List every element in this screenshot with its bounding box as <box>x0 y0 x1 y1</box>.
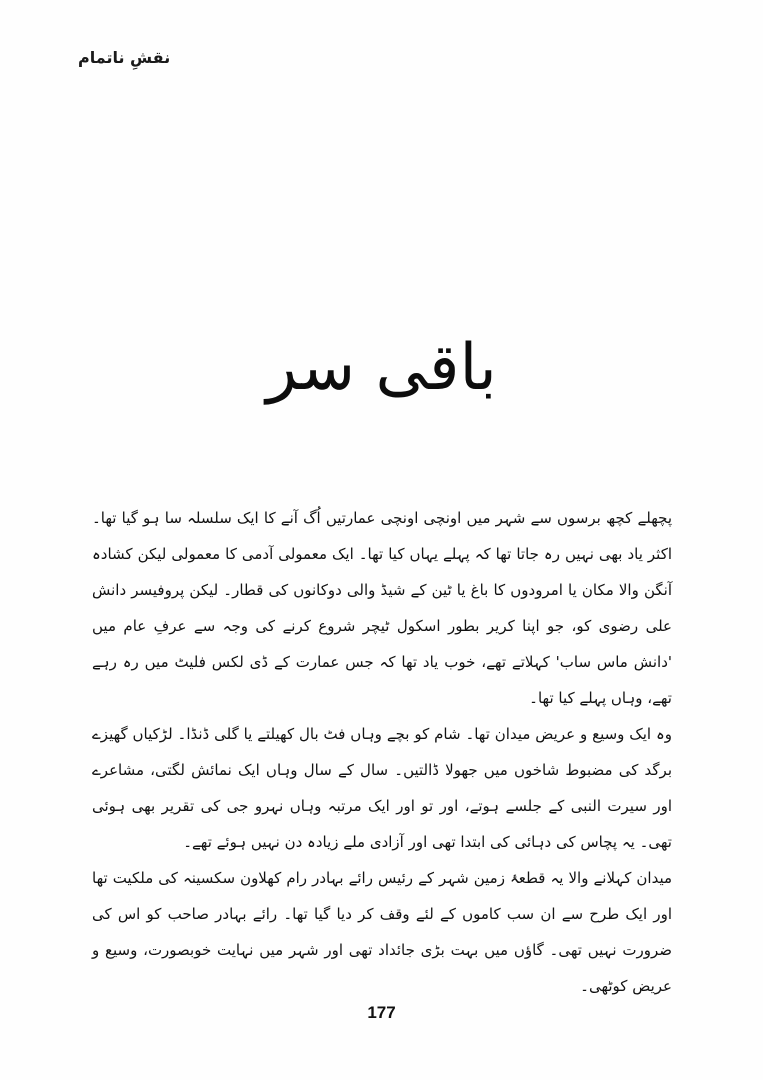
paragraph-2: وہ ایک وسیع و عریض میدان تھا۔ شام کو بچے وہاں فٹ بال کھیلتے یا گلی ڈنڈا۔ لڑکیاں گھیزے برگد کی مضبوط شاخوں میں جھولا ڈالتیں۔ سال کے سال وہاں ایک نمائش لگتی، مشاعرے اور سیرت النبی کے جلسے ہوتے، اور تو اور ایک مرتبہ وہاں نہرو جی کی تقریر بھی ہوئی تھی۔ یہ پچاس کی دہائی کی ابتدا تھی اور آزادی ملے زیادہ دن نہیں ہوئے تھے۔ <box>92 725 672 851</box>
paragraph-1: پچھلے کچھ برسوں سے شہر میں اونچی اونچی عمارتیں اُگ آنے کا ایک سلسلہ سا ہو گیا تھا۔ اکثر یاد بھی نہیں رہ جاتا تھا کہ پہلے یہاں کیا تھا۔ ایک معمولی آدمی کا معمولی لیکن کشادہ آنگن والا مکان یا امرودوں کا باغ یا ٹین کے شیڈ والی دوکانوں کی قطار۔ لیکن پروفیسر دانش علی رضوی کو، جو اپنا کریر بطور اسکول ٹیچر شروع کرنے کی وجہ سے عرفِ عام میں 'دانش ماس ساب' کہلاتے تھے، خوب یاد تھا کہ جس عمارت کے ڈی لکس فلیٹ میں رہ رہے تھے، وہاں پہلے کیا تھا۔ <box>92 509 672 707</box>
paragraph-3: میدان کہلانے والا یہ قطعۂ زمین شہر کے رئیس رائے بہادر رام کھلاون سکسینہ کی ملکیت تھا اور ایک طرح سے ان سب کاموں کے لئے وقف کر دیا گیا تھا۔ رائے بہادر صاحب کو اس کی ضرورت نہیں تھی۔ گاؤں میں بہت بڑی جائداد تھی اور شہر میں نہایت خوبصورت، وسیع و عریض کوٹھی۔ <box>92 869 672 995</box>
running-title: نقشِ ناتمام <box>78 48 171 67</box>
body-text <box>92 500 672 1004</box>
page-number: 177 <box>367 1003 396 1022</box>
chapter-title: باقی سر <box>266 331 497 405</box>
